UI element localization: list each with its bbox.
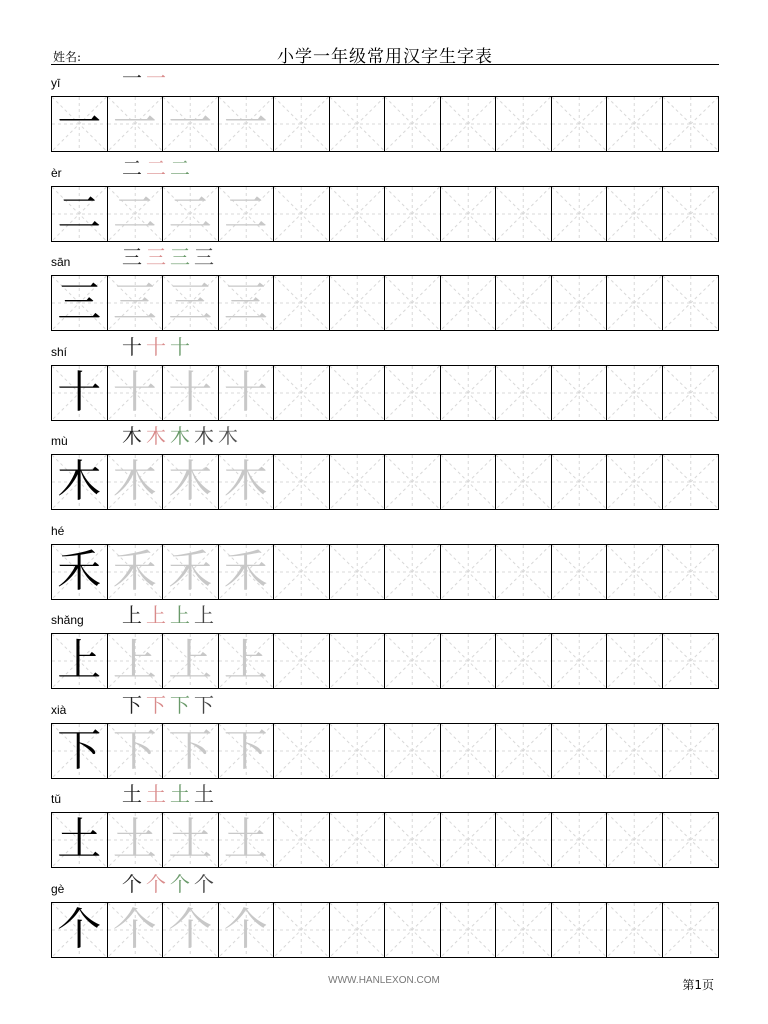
stroke-order: [121, 156, 191, 180]
blank-practice-cell[interactable]: [607, 187, 663, 241]
trace-char: 二: [223, 187, 268, 239]
trace-char: 二: [168, 187, 213, 239]
pinyin-label: shí: [51, 344, 68, 359]
blank-practice-cell[interactable]: [607, 903, 663, 957]
trace-char-cell[interactable]: [163, 276, 219, 330]
blank-practice-cell[interactable]: [663, 634, 719, 688]
stroke-order: [121, 603, 215, 627]
trace-char-cell[interactable]: [108, 545, 164, 599]
trace-char: 土: [112, 814, 157, 865]
stroke-step: 下: [194, 692, 214, 717]
char-row: [51, 603, 719, 703]
stroke-step: 个: [170, 871, 190, 896]
blank-practice-cell[interactable]: [552, 366, 608, 420]
model-char: 禾: [57, 545, 102, 597]
stroke-step: 上: [170, 603, 190, 627]
model-char-cell: [52, 187, 108, 241]
trace-char: 上: [223, 635, 268, 686]
stroke-order: [121, 693, 215, 717]
trace-char-cell[interactable]: [108, 813, 164, 867]
blank-practice-cell[interactable]: [496, 455, 552, 509]
trace-char-cell[interactable]: [163, 455, 219, 509]
blank-practice-cell[interactable]: [607, 455, 663, 509]
blank-practice-cell[interactable]: [663, 813, 719, 867]
trace-char: 土: [168, 814, 213, 865]
trace-char-cell[interactable]: [163, 903, 219, 957]
model-char-cell: [52, 97, 108, 151]
blank-practice-cell[interactable]: [330, 724, 386, 778]
stroke-step: 三: [170, 245, 190, 269]
model-char: 三: [57, 277, 102, 328]
blank-practice-cell[interactable]: [607, 276, 663, 330]
stroke-step: 上: [146, 603, 166, 627]
trace-char-cell[interactable]: [108, 634, 164, 688]
blank-practice-cell[interactable]: [607, 97, 663, 151]
blank-practice-cell[interactable]: [441, 187, 497, 241]
blank-practice-cell[interactable]: [663, 366, 719, 420]
trace-char-cell[interactable]: [108, 276, 164, 330]
trace-char: 下: [168, 724, 213, 776]
practice-grid: [51, 275, 719, 331]
practice-grid: [51, 723, 719, 779]
trace-char: 三: [112, 277, 157, 328]
model-char-cell: [52, 634, 108, 688]
trace-char-cell[interactable]: [219, 455, 275, 509]
char-row: [51, 66, 719, 166]
blank-practice-cell[interactable]: [441, 545, 497, 599]
blank-practice-cell[interactable]: [385, 545, 441, 599]
pinyin-label: èr: [51, 165, 62, 180]
blank-practice-cell[interactable]: [274, 724, 330, 778]
blank-practice-cell[interactable]: [607, 545, 663, 599]
stroke-step: 下: [146, 692, 166, 717]
stroke-step: 十: [122, 334, 142, 359]
blank-practice-cell[interactable]: [330, 813, 386, 867]
stroke-step: 个: [194, 871, 214, 896]
blank-practice-cell[interactable]: [441, 724, 497, 778]
model-char-cell: [52, 545, 108, 599]
trace-char: 三: [168, 277, 213, 328]
char-row: [51, 871, 719, 972]
trace-char: 二: [112, 187, 157, 239]
blank-practice-cell[interactable]: [330, 187, 386, 241]
practice-grid: [51, 96, 719, 152]
blank-practice-cell[interactable]: [330, 97, 386, 151]
trace-char: 十: [112, 366, 157, 418]
blank-practice-cell[interactable]: [274, 187, 330, 241]
stroke-order: [121, 66, 167, 90]
stroke-order: [121, 245, 215, 269]
trace-char-cell[interactable]: [163, 97, 219, 151]
blank-practice-cell[interactable]: [496, 813, 552, 867]
stroke-step: 上: [194, 603, 214, 627]
practice-grid: [51, 633, 719, 689]
model-char: 下: [57, 724, 102, 776]
trace-char-cell[interactable]: [163, 187, 219, 241]
practice-grid: [51, 454, 719, 510]
practice-grid: [51, 812, 719, 868]
model-char-cell: [52, 813, 108, 867]
stroke-step: 下: [170, 692, 190, 717]
stroke-step: 一: [146, 66, 166, 90]
stroke-step: 十: [146, 334, 166, 359]
blank-practice-cell[interactable]: [385, 97, 441, 151]
blank-practice-cell[interactable]: [552, 455, 608, 509]
model-char: 土: [57, 814, 102, 865]
trace-char: 木: [168, 456, 213, 507]
stroke-step: 木: [170, 424, 190, 448]
trace-char-cell[interactable]: [163, 634, 219, 688]
trace-char: 一: [223, 98, 268, 149]
model-char: 个: [57, 903, 102, 955]
blank-practice-cell[interactable]: [385, 366, 441, 420]
pinyin-label: xià: [51, 702, 67, 717]
stroke-step: 二: [170, 155, 190, 180]
stroke-step: 二: [122, 155, 142, 180]
char-row: [51, 245, 719, 345]
blank-practice-cell[interactable]: [496, 903, 552, 957]
trace-char-cell[interactable]: [219, 545, 275, 599]
trace-char-cell[interactable]: [108, 724, 164, 778]
blank-practice-cell[interactable]: [496, 545, 552, 599]
blank-practice-cell[interactable]: [274, 97, 330, 151]
char-row: [51, 155, 719, 256]
stroke-step: 个: [122, 871, 142, 896]
model-char: 木: [57, 456, 102, 507]
model-char-cell: [52, 455, 108, 509]
stroke-step: 三: [122, 245, 142, 269]
blank-practice-cell[interactable]: [496, 97, 552, 151]
blank-practice-cell[interactable]: [607, 813, 663, 867]
model-char-cell: [52, 276, 108, 330]
trace-char-cell[interactable]: [219, 634, 275, 688]
stroke-step: 三: [146, 245, 166, 269]
trace-char: 禾: [112, 545, 157, 597]
trace-char: 上: [112, 635, 157, 686]
blank-practice-cell[interactable]: [663, 97, 719, 151]
stroke-step: 二: [146, 155, 166, 180]
stroke-step: 土: [170, 782, 190, 806]
blank-practice-cell[interactable]: [385, 276, 441, 330]
trace-char: 木: [112, 456, 157, 507]
blank-practice-cell[interactable]: [385, 455, 441, 509]
stroke-step: 上: [122, 603, 142, 627]
char-row: [51, 524, 719, 614]
trace-char: 十: [223, 366, 268, 418]
blank-practice-cell[interactable]: [552, 545, 608, 599]
blank-practice-cell[interactable]: [496, 187, 552, 241]
stroke-step: 下: [122, 692, 142, 717]
blank-practice-cell[interactable]: [552, 724, 608, 778]
trace-char-cell[interactable]: [108, 903, 164, 957]
char-row: [51, 334, 719, 435]
page-header: [51, 40, 719, 65]
blank-practice-cell[interactable]: [274, 634, 330, 688]
footer-url[interactable]: WWW.HANLEXON.COM: [328, 975, 440, 986]
blank-practice-cell[interactable]: [552, 276, 608, 330]
blank-practice-cell[interactable]: [274, 366, 330, 420]
blank-practice-cell[interactable]: [496, 634, 552, 688]
blank-practice-cell[interactable]: [385, 634, 441, 688]
trace-char-cell[interactable]: [219, 813, 275, 867]
trace-char-cell[interactable]: [108, 97, 164, 151]
trace-char-cell[interactable]: [219, 724, 275, 778]
stroke-order: [121, 424, 239, 448]
stroke-step: 三: [194, 245, 214, 269]
trace-char-cell[interactable]: [108, 187, 164, 241]
model-char: 一: [57, 98, 102, 149]
blank-practice-cell[interactable]: [663, 276, 719, 330]
stroke-step: 木: [218, 424, 238, 448]
blank-practice-cell[interactable]: [552, 187, 608, 241]
practice-grid: [51, 186, 719, 242]
blank-practice-cell[interactable]: [330, 276, 386, 330]
stroke-order: [121, 872, 215, 896]
blank-practice-cell[interactable]: [607, 724, 663, 778]
stroke-step: 土: [194, 782, 214, 806]
pinyin-label: gè: [51, 881, 65, 896]
blank-practice-cell[interactable]: [385, 187, 441, 241]
blank-practice-cell[interactable]: [274, 813, 330, 867]
trace-char-cell[interactable]: [219, 97, 275, 151]
page-title: 小学一年级常用汉字生字表: [277, 47, 493, 67]
blank-practice-cell[interactable]: [663, 545, 719, 599]
blank-practice-cell[interactable]: [496, 276, 552, 330]
blank-practice-cell[interactable]: [552, 97, 608, 151]
blank-practice-cell[interactable]: [330, 903, 386, 957]
blank-practice-cell[interactable]: [274, 276, 330, 330]
blank-practice-cell[interactable]: [274, 545, 330, 599]
blank-practice-cell[interactable]: [607, 634, 663, 688]
name-label: 姓名:: [53, 50, 82, 64]
blank-practice-cell[interactable]: [496, 724, 552, 778]
trace-char: 下: [112, 724, 157, 776]
practice-grid: [51, 365, 719, 421]
trace-char-cell[interactable]: [163, 724, 219, 778]
blank-practice-cell[interactable]: [330, 366, 386, 420]
model-char-cell: [52, 366, 108, 420]
trace-char-cell[interactable]: [108, 455, 164, 509]
blank-practice-cell[interactable]: [552, 813, 608, 867]
trace-char: 个: [112, 903, 157, 955]
blank-practice-cell[interactable]: [274, 455, 330, 509]
trace-char: 个: [168, 903, 213, 955]
practice-grid: [51, 544, 719, 600]
blank-practice-cell[interactable]: [274, 903, 330, 957]
blank-practice-cell[interactable]: [663, 903, 719, 957]
trace-char-cell[interactable]: [163, 813, 219, 867]
stroke-step: 木: [122, 424, 142, 448]
blank-practice-cell[interactable]: [385, 903, 441, 957]
stroke-order: [121, 782, 215, 806]
trace-char: 禾: [168, 545, 213, 597]
pinyin-label: sān: [51, 255, 71, 269]
blank-practice-cell[interactable]: [607, 366, 663, 420]
stroke-step: 木: [146, 424, 166, 448]
trace-char: 下: [223, 724, 268, 776]
model-char: 十: [57, 366, 102, 418]
trace-char: 个: [223, 903, 268, 955]
trace-char-cell[interactable]: [108, 366, 164, 420]
page-number: 第1页: [682, 978, 714, 992]
trace-char-cell[interactable]: [163, 366, 219, 420]
blank-practice-cell[interactable]: [663, 455, 719, 509]
trace-char: 禾: [223, 545, 268, 597]
stroke-step: 土: [146, 782, 166, 806]
char-row: [51, 692, 719, 793]
trace-char: 土: [223, 814, 268, 865]
char-row: [51, 424, 719, 524]
trace-char-cell[interactable]: [219, 903, 275, 957]
model-char: 上: [57, 635, 102, 686]
trace-char: 三: [223, 277, 268, 328]
trace-char: 木: [223, 456, 268, 507]
trace-char-cell[interactable]: [219, 366, 275, 420]
trace-char-cell[interactable]: [163, 545, 219, 599]
blank-practice-cell[interactable]: [663, 187, 719, 241]
blank-practice-cell[interactable]: [330, 545, 386, 599]
stroke-step: 个: [146, 871, 166, 896]
stroke-order: [121, 335, 191, 359]
trace-char: 上: [168, 635, 213, 686]
blank-practice-cell[interactable]: [552, 903, 608, 957]
pinyin-label: tǔ: [51, 792, 62, 806]
trace-char: 一: [112, 98, 157, 149]
blank-practice-cell[interactable]: [552, 634, 608, 688]
blank-practice-cell[interactable]: [385, 724, 441, 778]
char-row: [51, 782, 719, 882]
model-char: 二: [57, 187, 102, 239]
blank-practice-cell[interactable]: [441, 634, 497, 688]
blank-practice-cell[interactable]: [385, 813, 441, 867]
pinyin-label: mù: [51, 434, 68, 448]
pinyin-label: shǎng: [51, 613, 84, 627]
blank-practice-cell[interactable]: [441, 276, 497, 330]
blank-practice-cell[interactable]: [330, 634, 386, 688]
trace-char: 十: [168, 366, 213, 418]
blank-practice-cell[interactable]: [441, 366, 497, 420]
blank-practice-cell[interactable]: [441, 97, 497, 151]
stroke-step: 土: [122, 782, 142, 806]
stroke-step: 一: [122, 66, 142, 90]
blank-practice-cell[interactable]: [441, 903, 497, 957]
stroke-step: 十: [170, 334, 190, 359]
blank-practice-cell[interactable]: [663, 724, 719, 778]
model-char-cell: [52, 903, 108, 957]
pinyin-label: hé: [51, 523, 65, 538]
model-char-cell: [52, 724, 108, 778]
blank-practice-cell[interactable]: [441, 813, 497, 867]
practice-grid: [51, 902, 719, 958]
trace-char-cell[interactable]: [219, 276, 275, 330]
blank-practice-cell[interactable]: [496, 366, 552, 420]
pinyin-label: yī: [51, 76, 61, 90]
trace-char-cell[interactable]: [219, 187, 275, 241]
stroke-step: 木: [194, 424, 214, 448]
trace-char: 一: [168, 98, 213, 149]
blank-practice-cell[interactable]: [441, 455, 497, 509]
blank-practice-cell[interactable]: [330, 455, 386, 509]
